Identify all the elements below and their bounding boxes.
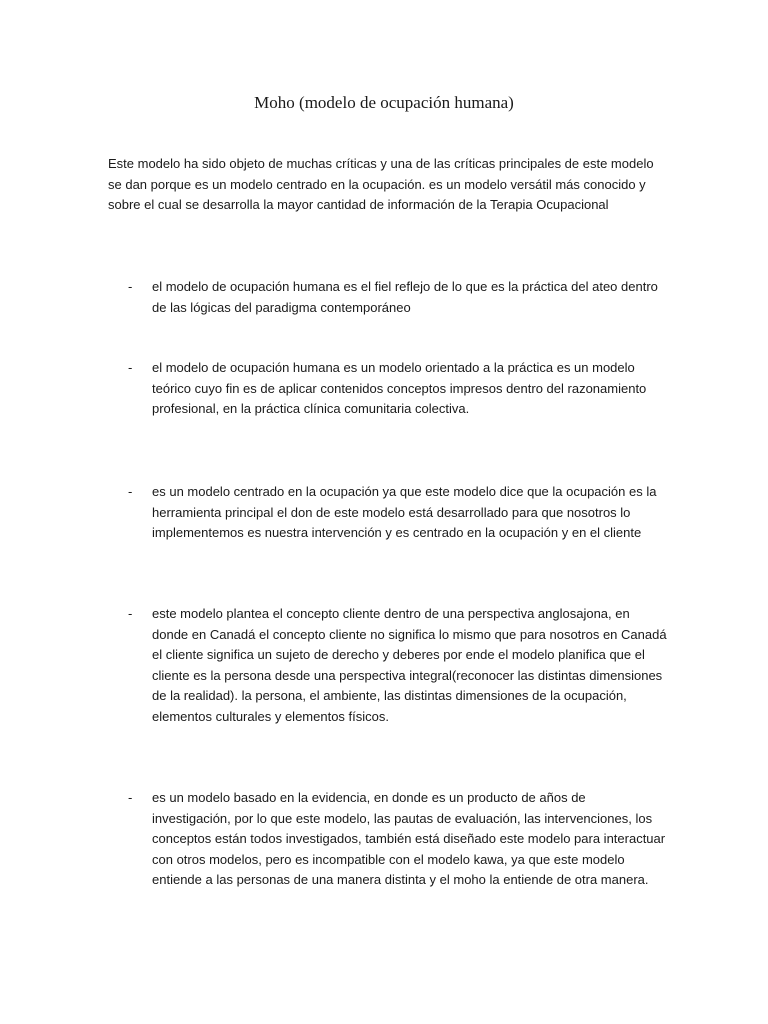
list-item-text: el modelo de ocupación humana es un modelo orientado a la práctica es un modelo teórico cuyo fin es de aplicar contenidos conceptos impresos dentro del razonamiento profesional, en la práctica clínica comunitaria colectiva. xyxy=(152,360,647,416)
list-item-text: es un modelo basado en la evidencia, en donde es un producto de años de investigación, por lo que este modelo, las pautas de evaluación, las intervenciones, los conceptos están todos investigados, también está diseñado este modelo para interactuar con otros modelos, pero es incompatible con el modelo kawa, ya que este modelo entiende a las personas de una manera distinta y el moho la entiende de otra manera. xyxy=(152,790,666,887)
list-item-text: el modelo de ocupación humana es el fiel reflejo de lo que es la práctica del ateo dentro de las lógicas del paradigma contemporáneo xyxy=(152,279,658,315)
list-item xyxy=(108,604,668,727)
list-item xyxy=(108,277,668,318)
list-item xyxy=(108,788,668,891)
bullet-marker: - xyxy=(128,360,133,375)
list-item-text: este modelo plantea el concepto cliente dentro de una perspectiva anglosajona, en donde en Canadá el concepto cliente no significa lo mismo que para nosotros en Canadá el cliente significa un sujeto de derecho y deberes por ende el modelo planifica que el cliente es la persona desde una perspectiva integral(reconocer las distintas dimensiones de la realidad). la persona, el ambiente, las distintas dimensiones de la ocupación, elementos culturales y elementos físicos. xyxy=(152,606,667,724)
bullet-marker: - xyxy=(128,606,133,621)
document-title: Moho (modelo de ocupación humana) xyxy=(254,93,514,112)
bullet-marker: - xyxy=(128,279,133,294)
bullet-marker: - xyxy=(128,790,133,805)
bullet-marker: - xyxy=(128,484,133,499)
list-item xyxy=(108,482,668,544)
list-item xyxy=(108,358,668,420)
intro-paragraph: Este modelo ha sido objeto de muchas críticas y una de las críticas principales de este modelo se dan porque es un modelo centrado en la ocupación. es un modelo versátil más conocido y sobre el cual se desarrolla la mayor cantidad de información de la Terapia Ocupacional xyxy=(108,156,654,212)
list-item-text: es un modelo centrado en la ocupación ya que este modelo dice que la ocupación es la herramienta principal el don de este modelo está desarrollado para que nosotros lo implementemos es nuestra intervención y es centrado en la ocupación y en el cliente xyxy=(152,484,657,540)
